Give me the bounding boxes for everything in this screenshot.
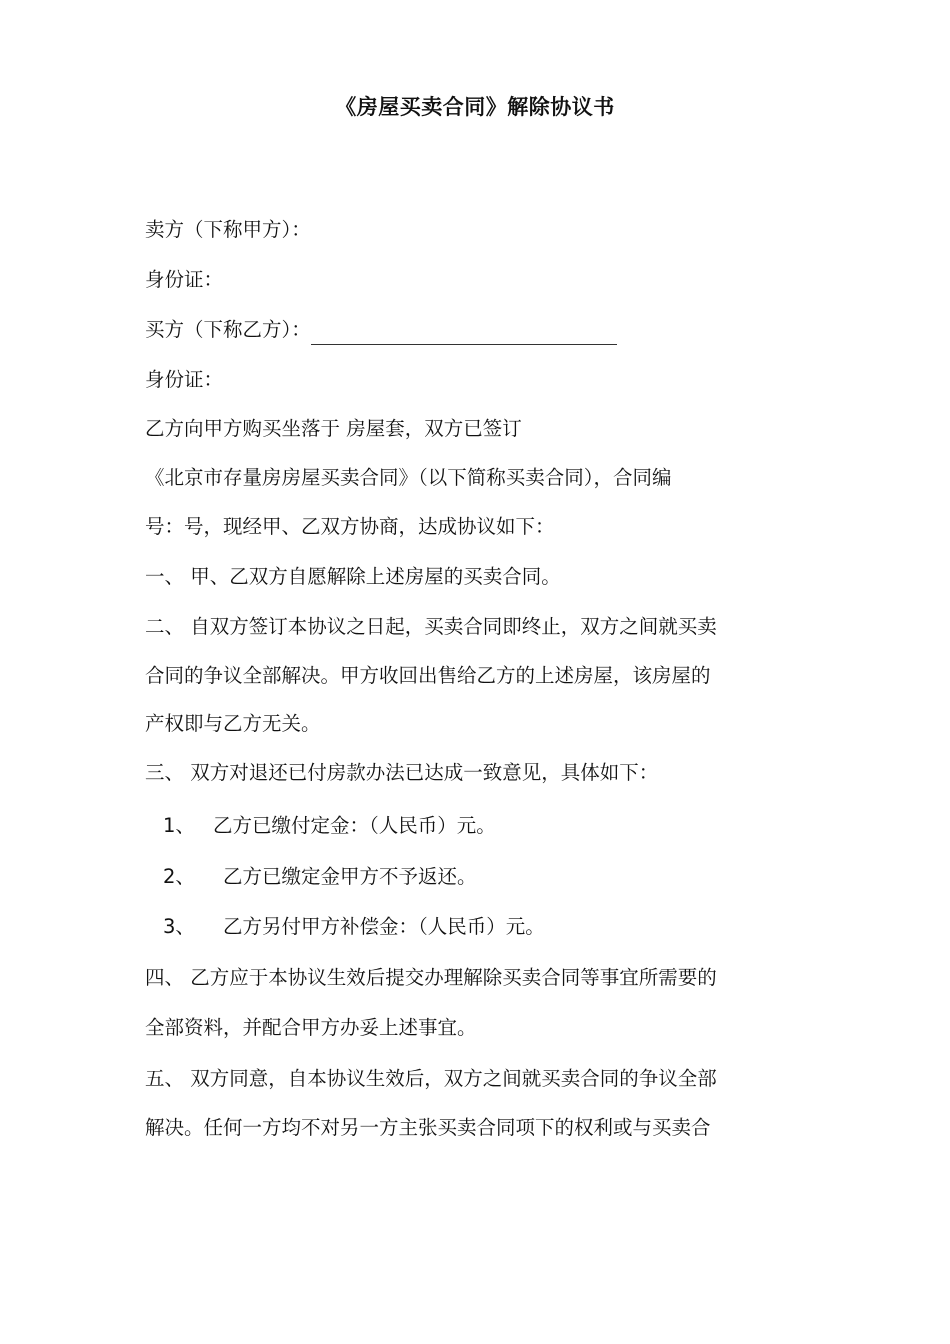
clause-1: 一、 甲、乙双方自愿解除上述房屋的买卖合同。 xyxy=(145,565,561,588)
sub-item-3 xyxy=(163,912,545,942)
clause-5-line-1: 五、 双方同意，自本协议生效后，双方之间就买卖合同的争议全部 xyxy=(145,1067,717,1090)
sub-item-3-number: 3、 xyxy=(163,915,195,938)
intro-line-2: 《北京市存量房房屋买卖合同》（以下简称买卖合同），合同编 xyxy=(145,466,672,489)
sub-item-3-text: 乙方另付甲方补偿金：（人民币）元。 xyxy=(223,915,545,938)
clause-4-line-2: 全部资料，并配合甲方办妥上述事宜。 xyxy=(145,1016,477,1039)
clause-3: 三、 双方对退还已付房款办法已达成一致意见，具体如下： xyxy=(145,761,659,784)
sub-item-1 xyxy=(163,811,496,841)
clause-2-line-3: 产权即与乙方无关。 xyxy=(145,712,321,735)
intro-line-1: 乙方向甲方购买坐落于 房屋套，双方已签订 xyxy=(145,417,522,440)
intro-line-3: 号：号，现经甲、乙双方协商，达成协议如下： xyxy=(145,515,555,538)
sub-item-2 xyxy=(163,862,477,892)
clause-5-line-2: 解决。任何一方均不对另一方主张买卖合同项下的权利或与买卖合 xyxy=(145,1116,711,1139)
clause-2-line-2: 合同的争议全部解决。甲方收回出售给乙方的上述房屋，该房屋的 xyxy=(145,664,711,687)
sub-item-1-number: 1、 xyxy=(163,814,195,837)
buyer-name-blank xyxy=(311,322,617,345)
document-title: 《房屋买卖合同》解除协议书 xyxy=(335,95,615,119)
buyer-line xyxy=(145,315,617,345)
sub-item-2-number: 2、 xyxy=(163,865,195,888)
sub-item-1-text: 乙方已缴付定金：（人民币）元。 xyxy=(213,814,496,837)
seller-line: 卖方（下称甲方）： xyxy=(145,218,311,241)
sub-item-2-text: 乙方已缴定金甲方不予返还。 xyxy=(223,865,477,888)
buyer-id-line: 身份证： xyxy=(145,368,224,391)
clause-4-line-1: 四、 乙方应于本协议生效后提交办理解除买卖合同等事宜所需要的 xyxy=(145,966,717,989)
buyer-label: 买方（下称乙方）： xyxy=(145,318,311,341)
clause-2-line-1: 二、 自双方签订本协议之日起，买卖合同即终止，双方之间就买卖 xyxy=(145,615,717,638)
seller-id-line: 身份证： xyxy=(145,268,224,291)
